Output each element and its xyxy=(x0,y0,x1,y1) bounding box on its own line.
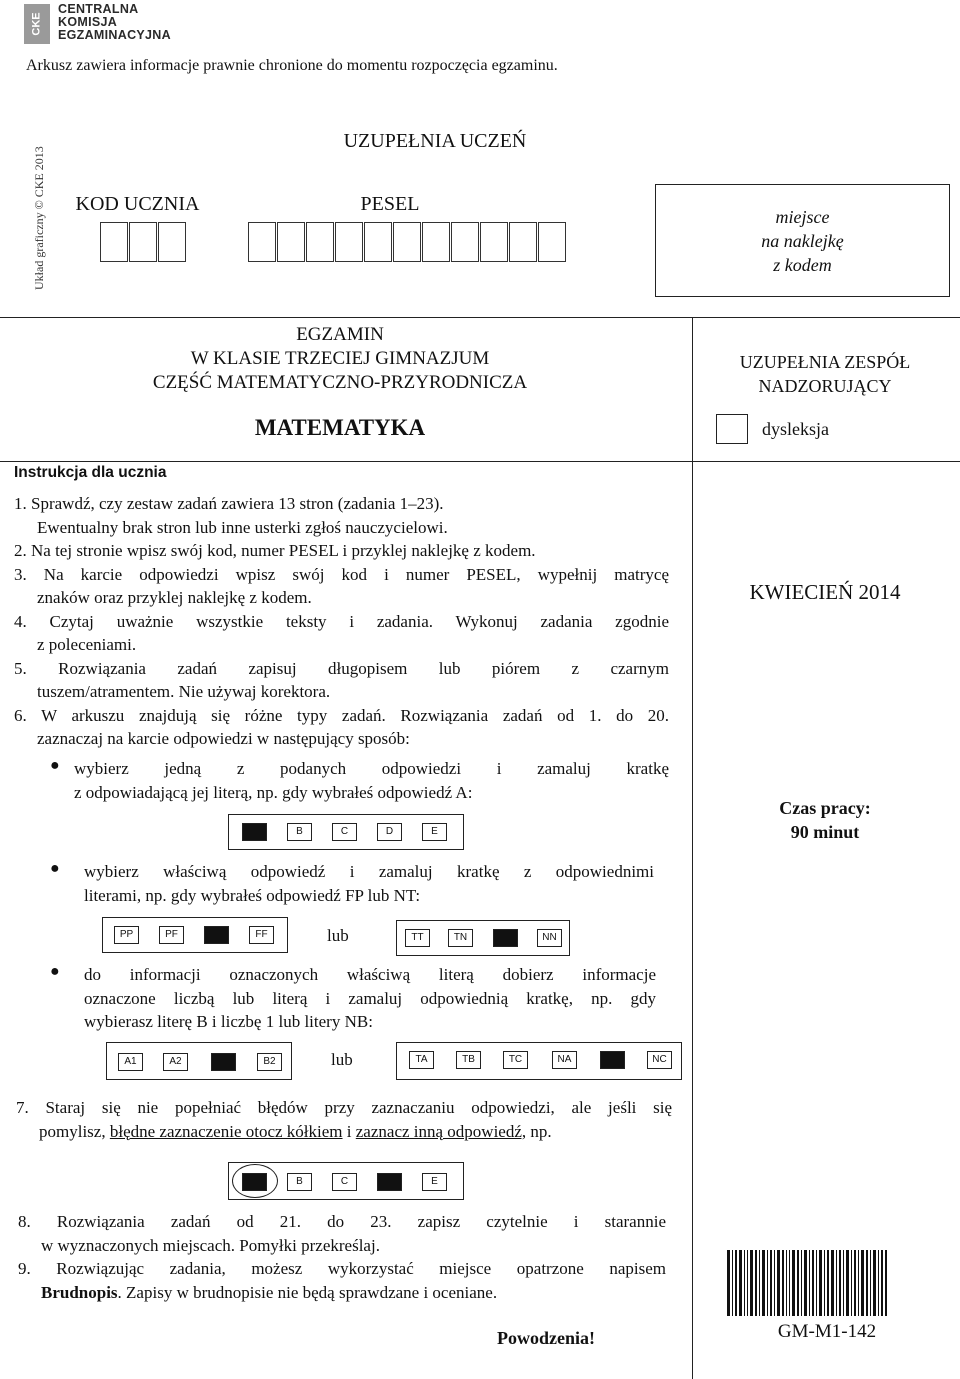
pesel-cell[interactable] xyxy=(393,222,421,262)
or-label: lub xyxy=(327,926,349,945)
answer-option: B xyxy=(287,1173,312,1191)
answer-option: FF xyxy=(249,926,274,944)
exam-subject: MATEMATYKA xyxy=(254,415,426,440)
answer-option: D xyxy=(377,823,402,841)
bullet-icon: ● xyxy=(50,860,60,877)
bullet-icon: ● xyxy=(50,963,60,980)
dyslexia-checkbox[interactable] xyxy=(716,414,748,444)
student-code-label: KOD UCZNIA xyxy=(75,193,200,215)
answer-option: C xyxy=(332,823,357,841)
pesel-cell[interactable] xyxy=(277,222,305,262)
answer-option: TC xyxy=(503,1051,528,1069)
sticker-placeholder[interactable]: miejsce na naklejkę z kodem xyxy=(655,184,950,297)
bullet-2: wybierz właściwą odpowiedź i zamaluj kratkę z odpowiednimi literami, np. gdy wybrałeś odpowiedź FP lub NT: xyxy=(84,862,654,905)
instruction-8: 8. Rozwiązania zadań od 21. do 23. zapisz czytelnie i starannie w wyznaczonych miejscach. Pomyłki przekreślaj. xyxy=(18,1212,666,1255)
example-correction xyxy=(228,1162,464,1200)
example-single-choice xyxy=(228,814,464,850)
answer-option-filled xyxy=(377,1173,402,1191)
answer-option: PF xyxy=(159,926,184,944)
student-section-title: UZUPEŁNIA UCZEŃ xyxy=(343,130,527,152)
exam-code: GM-M1-142 xyxy=(777,1321,877,1342)
answer-option: TA xyxy=(409,1051,434,1069)
exam-date: KWIECIEŃ 2014 xyxy=(749,580,901,604)
exam-duration: Czas pracy: 90 minut xyxy=(779,798,871,842)
pesel-cell[interactable] xyxy=(248,222,276,262)
example-matching-b xyxy=(396,1042,682,1080)
section-divider xyxy=(0,461,692,462)
pesel-cell[interactable] xyxy=(335,222,363,262)
proctor-section-title: UZUPEŁNIA ZESPÓŁ NADZORUJĄCY xyxy=(739,352,911,396)
or-label: lub xyxy=(331,1050,353,1069)
student-code-cell[interactable] xyxy=(100,222,128,262)
pesel-cell[interactable] xyxy=(422,222,450,262)
bullet-icon: ● xyxy=(50,757,60,774)
answer-option: TN xyxy=(448,929,473,947)
answer-option: NC xyxy=(647,1051,672,1069)
answer-option: A1 xyxy=(118,1053,143,1071)
answer-option-filled xyxy=(600,1051,625,1069)
answer-option: E xyxy=(422,1173,447,1191)
circled-mistake xyxy=(232,1164,278,1198)
pesel-label: PESEL xyxy=(360,193,420,215)
pesel-cell[interactable] xyxy=(509,222,537,262)
example-pair-choice-b xyxy=(396,920,570,956)
student-code-cell[interactable] xyxy=(129,222,157,262)
answer-option: TT xyxy=(405,929,430,947)
answer-option-filled xyxy=(211,1053,236,1071)
confidential-notice: Arkusz zawiera informacje prawnie chronione do momentu rozpoczęcia egzaminu. xyxy=(26,57,558,74)
instruction-9: 9. Rozwiązując zadania, możesz wykorzystać miejsce opatrzone napisem Brudnopis. Zapisy w brudnopisie nie będą sprawdzane i oceniane. xyxy=(18,1259,666,1302)
answer-option-filled xyxy=(242,823,267,841)
answer-option: E xyxy=(422,823,447,841)
answer-option-filled xyxy=(493,929,518,947)
example-pair-choice-a xyxy=(102,917,288,953)
answer-option: C xyxy=(332,1173,357,1191)
dyslexia-label: dysleksja xyxy=(762,419,829,439)
pesel-cell[interactable] xyxy=(451,222,479,262)
example-matching-a xyxy=(106,1042,292,1080)
column-divider xyxy=(692,317,693,1379)
answer-option-filled xyxy=(204,926,229,944)
pesel-cell[interactable] xyxy=(364,222,392,262)
pesel-cell[interactable] xyxy=(306,222,334,262)
answer-option: PP xyxy=(114,926,139,944)
bullet-3: do informacji oznaczonych właściwą literą dobierz informacje oznaczone liczbą lub literą i zamaluj odpowiednią kratkę, np. gdy wybierasz literę B i liczbę 1 lub litery NB: xyxy=(84,965,656,1031)
answer-option: NA xyxy=(552,1051,577,1069)
answer-option: NN xyxy=(537,929,562,947)
good-luck: Powodzenia! xyxy=(497,1328,595,1348)
answer-option: B2 xyxy=(257,1053,282,1071)
bullet-1: wybierz jedną z podanych odpowiedzi i zamaluj kratkę z odpowiadającą jej literą, np. gdy wybrałeś odpowiedź A: xyxy=(74,759,669,802)
instruction-7: 7. Staraj się nie popełniać błędów przy zaznaczaniu odpowiedzi, ale jeśli się pomylisz, błędne zaznaczenie otocz kółkiem i zaznacz inną odpowiedź, np. xyxy=(16,1098,672,1141)
copyright-note: Układ graficzny © CKE 2013 xyxy=(32,146,46,290)
instructions-list: 1. Sprawdź, czy zestaw zadań zawiera 13 stron (zadania 1–23). Ewentualny brak stron lub inne usterki zgłoś nauczycielowi. 2. Na tej stronie wpisz swój kod, numer PESEL i przyklej naklejkę z kodem. 3. Na karcie odpowiedzi wpisz swój kod i numer PESEL, wypełnij matrycę znaków oraz przyklej naklejkę z kodem. 4. Czytaj uważnie wszystkie teksty i zadania. Wykonuj zadania zgodnie z poleceniami. 5. Rozwiązania zadań zapisuj długopisem lub piórem z czarnym tuszem/atramentem. Nie używaj korektora. 6. W arkuszu znajdują się różne typy zadań. Rozwiązania zadań od 1. do 20. zaznaczaj na karcie odpowiedzi w następujący sposób: xyxy=(14,494,669,748)
pesel-cell[interactable] xyxy=(480,222,508,262)
answer-option: A2 xyxy=(163,1053,188,1071)
student-code-cell[interactable] xyxy=(158,222,186,262)
barcode xyxy=(727,1250,887,1316)
answer-option: B xyxy=(287,823,312,841)
cke-logo: CKE xyxy=(24,4,50,44)
instructions-title: Instrukcja dla ucznia xyxy=(14,464,167,481)
exam-title: EGZAMIN W KLASIE TRZECIEJ GIMNAZJUM CZĘŚĆ MATEMATYCZNO-PRZYRODNICZA xyxy=(152,324,528,393)
pesel-cell[interactable] xyxy=(538,222,566,262)
section-divider xyxy=(0,317,960,318)
section-divider xyxy=(692,461,960,462)
answer-option: TB xyxy=(456,1051,481,1069)
org-name: CENTRALNA KOMISJA EGZAMINACYJNA xyxy=(58,2,171,42)
